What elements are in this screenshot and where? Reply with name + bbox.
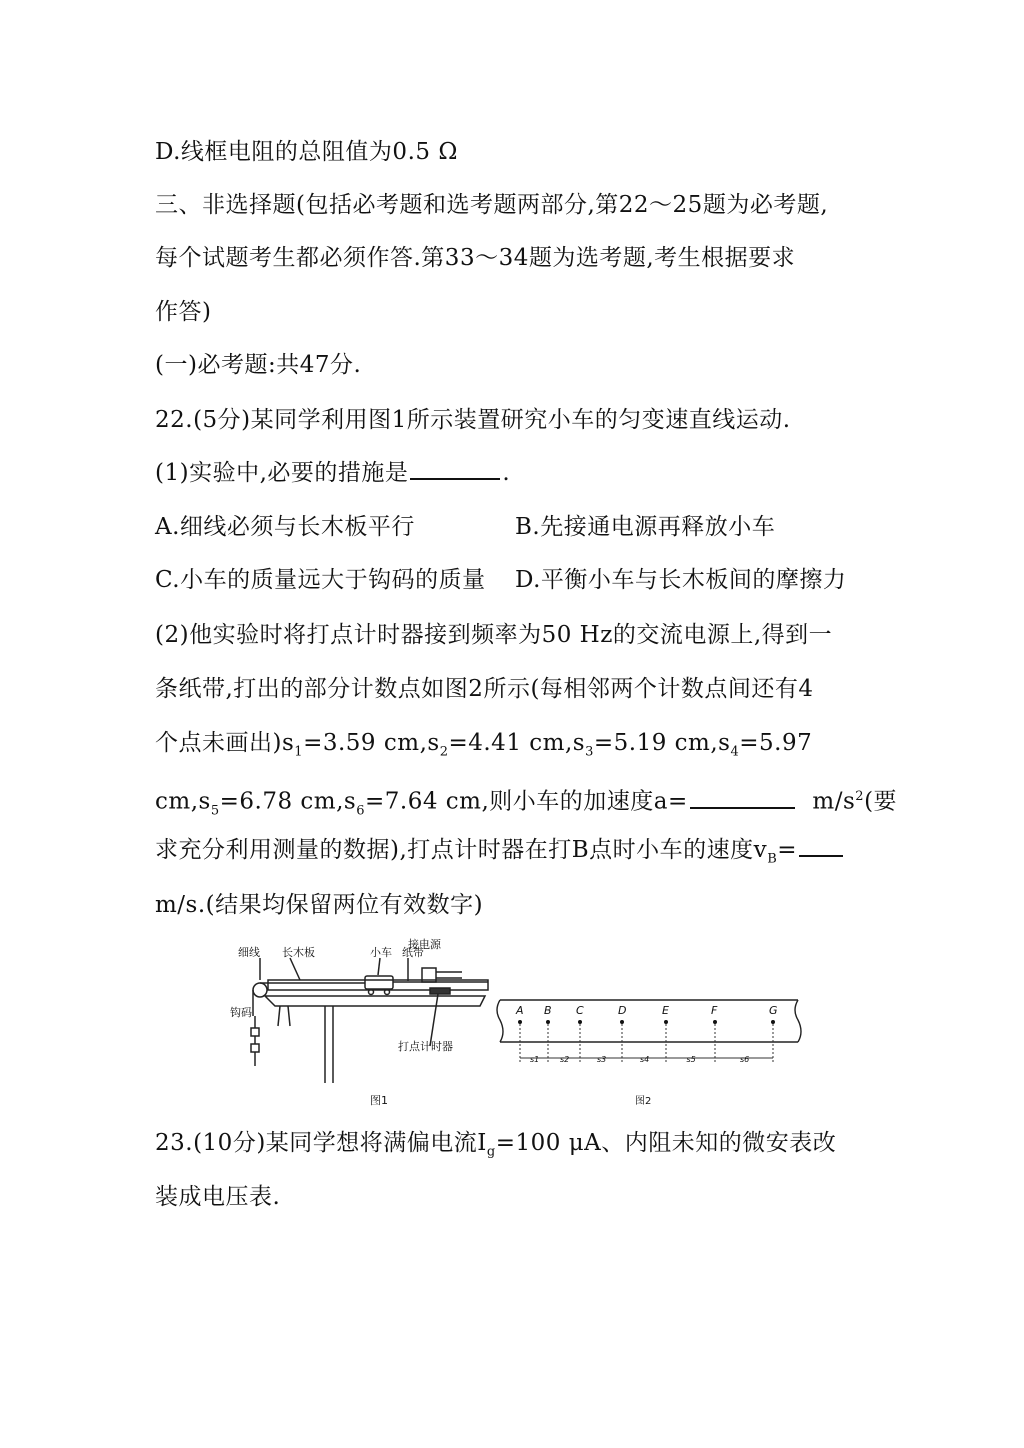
s2-subscript: 2 [439, 744, 449, 760]
tape-label-c: C [576, 1004, 584, 1017]
weight-2 [251, 1044, 259, 1052]
line4-suffix: (要 [864, 788, 898, 815]
question-23-line1 [155, 1128, 875, 1168]
q23-text-b: =100 μA、内阻未知的微安表改 [495, 1130, 837, 1156]
s5-subscript: 5 [210, 803, 220, 819]
question-22-part2-line2: 条纸带,打出的部分计数点如图2所示(每相邻两个计数点间还有4 [155, 676, 814, 702]
s1-symbol: s [281, 730, 295, 756]
s5-value: =6.78 cm, [219, 788, 344, 815]
question-22-part2-line5 [155, 835, 875, 875]
section-text-3: 作答) [155, 299, 212, 325]
line5-equals: = [777, 837, 798, 863]
question-22-part2-line3 [155, 728, 875, 768]
question-22-part2-line1: (2)他实验时将打点计时器接到频率为50 Hz的交流电源上,得到一 [155, 622, 833, 648]
tape-dot-g [771, 1020, 775, 1024]
question-22-part2-line4 [155, 782, 898, 826]
label-timer: 打点计时器 [398, 1040, 453, 1053]
question-22-stem: 22.(5分)某同学利用图1所示装置研究小车的匀变速直线运动. [155, 407, 791, 433]
s4-value: =5.97 [739, 730, 813, 756]
label-board: 长木板 [282, 946, 315, 959]
pulley [253, 983, 267, 997]
section-heading: 三、非选择题(包括必考题和选考题两部分,第22～25题为必考题, [155, 192, 829, 218]
answer-blank-acceleration[interactable] [690, 787, 795, 809]
line5-text: 求充分利用测量的数据),打点计时器在打B点时小车的速度v [155, 837, 768, 863]
tape-dot-d [620, 1020, 624, 1024]
question-22-part2-line6: m/s.(结果均保留两位有效数字) [155, 892, 484, 918]
line4-prefix: cm, [155, 788, 199, 815]
s2-value: =4.41 cm, [448, 730, 573, 756]
label-power: 接电源 [408, 938, 441, 951]
ig-subscript: g [486, 1144, 496, 1160]
s5-symbol: s [198, 788, 211, 815]
weight-1 [251, 1028, 259, 1036]
timer-base [430, 988, 450, 994]
q23-text-a: 23.(10分)某同学想将满偏电流I [155, 1130, 487, 1156]
tape-dot-a [518, 1020, 522, 1024]
s1-value: =3.59 cm, [303, 730, 428, 756]
subsection-heading: (一)必考题:共47分. [155, 352, 362, 378]
tape-dot-f [713, 1020, 717, 1024]
part1-text: (1)实验中,必要的措施是 [155, 460, 409, 486]
option-d: D.平衡小车与长木板间的摩擦力 [515, 567, 847, 593]
unit-acceleration: m/s [812, 788, 856, 815]
label-cart: 小车 [370, 946, 392, 959]
tape-points [515, 1004, 778, 1064]
figure1-caption: 图1 [370, 1094, 388, 1107]
figure1-labels [230, 938, 453, 1107]
question-23-line2: 装成电压表. [155, 1184, 281, 1210]
part1-end: . [502, 460, 511, 486]
s4-symbol: s [718, 730, 731, 756]
segment-label-s6: s6 [740, 1055, 750, 1064]
tape-label-d: D [618, 1004, 627, 1017]
s6-value: =7.64 cm,则小车的加速度a= [365, 788, 688, 815]
option-a: A.细线必须与长木板平行 [155, 514, 415, 540]
cart [365, 976, 393, 989]
s1-subscript: 1 [294, 744, 304, 760]
s3-subscript: 3 [585, 744, 594, 760]
tape-dot-e [664, 1020, 668, 1024]
tape-label-a: A [516, 1004, 524, 1017]
tape-label-g: G [769, 1004, 778, 1017]
figure-svg [230, 938, 810, 1113]
tape-label-b: B [544, 1004, 552, 1017]
s6-symbol: s [343, 788, 357, 815]
question-22-part1 [155, 458, 875, 488]
label-string: 细线 [238, 946, 260, 959]
tape-label-f: F [711, 1004, 718, 1017]
vb-subscript: B [767, 851, 778, 867]
segment-label-s3: s3 [597, 1055, 607, 1064]
line3-prefix: 个点未画出) [155, 730, 282, 756]
label-weights: 钩码 [230, 1006, 252, 1019]
s3-value: =5.19 cm, [593, 730, 719, 756]
segment-label-s1: s1 [530, 1055, 540, 1064]
figure2-tape [497, 1000, 801, 1042]
s2-symbol: s [427, 730, 440, 756]
segment-label-s5: s5 [686, 1055, 696, 1064]
option-b: B.先接通电源再释放小车 [515, 514, 776, 540]
option-c: C.小车的质量远大于钩码的质量 [155, 567, 486, 593]
tape-dot-b [546, 1020, 550, 1024]
answer-blank-velocity[interactable] [799, 835, 843, 857]
table-top [265, 996, 485, 1006]
figure1-apparatus [251, 958, 488, 1083]
s6-subscript: 6 [356, 803, 365, 819]
segment-label-s4: s4 [640, 1055, 650, 1064]
s4-subscript: 4 [730, 744, 740, 760]
segment-label-s2: s2 [560, 1055, 570, 1064]
answer-blank-1[interactable] [410, 458, 500, 480]
label-tape: 纸带 [402, 946, 424, 959]
figure2-caption: 图2 [635, 1096, 652, 1107]
tape-dot-c [578, 1020, 582, 1024]
unit-superscript: 2 [855, 789, 865, 804]
experiment-figure [230, 938, 810, 1113]
tape-label-e: E [662, 1004, 669, 1017]
option-d-prev: D.线框电阻的总阻值为0.5 Ω [155, 139, 458, 165]
s3-symbol: s [572, 730, 586, 756]
section-text-2: 每个试题考生都必须作答.第33～34题为选考题,考生根据要求 [155, 245, 796, 271]
